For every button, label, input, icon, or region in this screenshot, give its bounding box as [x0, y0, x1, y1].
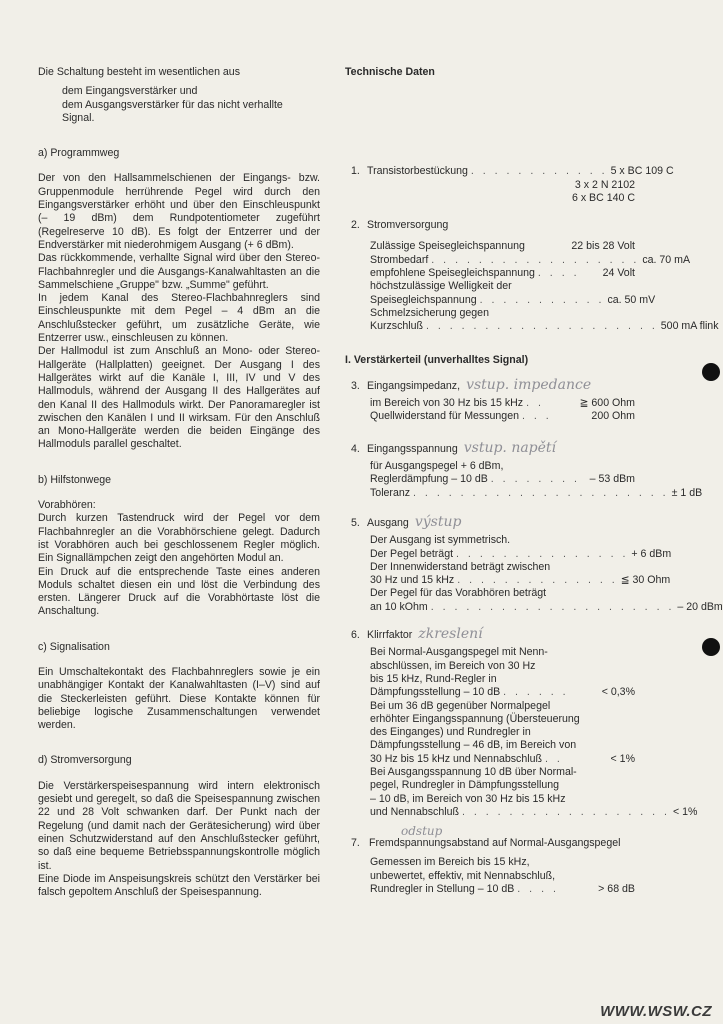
spec-row-value: < 1% [610, 752, 635, 765]
section-d-paragraph: Die Verstärkerspeisespannung wird intern elektronisch gesiebt und geregelt, so daß die Speisespannung zwischen 22 und 28 Volt schwanken darf. Der Punkt nach der Regelung (und damit nach der Gerätesicherung) wird über einen Schutzwiderstand auf den Anschlußstecker geführt, so daß eine bequeme Betriebsspannungskontrolle möglich ist. [38, 779, 320, 872]
part-title: I. Verstärkerteil (unverhalltes Signal) [345, 353, 529, 366]
spec-row-label: Der Innenwiderstand beträgt zwischen [370, 560, 551, 573]
spec-row-value: > 68 dB [598, 883, 635, 896]
spec-row-value: 500 mA flink [660, 320, 719, 333]
spec-7: odstup 7. Fremdspannungsabstand auf Normal-Ausgangspegel Gemessen im Bereich bis 15 kHz, unbewertet, effektiv, mit Nennabschluß, Rundregler in Stellung – 10 dB . . . . > 68 dB [351, 824, 635, 896]
spec-2: 2. Stromversorgung Zulässige Speisegleichspannung 22 bis 28 Volt Strombedarf . . . . . . . . . . . . . . . . . . ca. 70 mA empfohlene Speisegleichspannung . . . . 24 Volt höchstzulässige Welligkeit der Speisegleichspannung . . . . . . . . . . . ca. 50 mV Schmelzsicherung gegen Kurzschluß . . . . . . . . . . . . . . . . . . . . 500 mA flink [351, 219, 719, 333]
right-column [345, 66, 723, 896]
section-a-paragraph: In jedem Kanal des Stereo-Flachbahnreglers sind Einschleuspunkte mit dem Pegel – 4 dBm an die Anschlußstecker geführt, um zusätzliche Geräte, wie Entzerrer usw., einschleusen zu können. [38, 292, 320, 345]
spec-row-label: Rundregler in Stellung – 10 dB [370, 883, 515, 896]
spec-row-value: 24 Volt [602, 267, 635, 280]
spec-1: 1. Transistorbestückung . . . . . . . . . . . . 5 x BC 109 C 3 x 2 N 2102 6 x BC 140 C [345, 165, 635, 205]
intro-list [38, 85, 320, 125]
spec-row-label: Der Pegel für das Vorabhören beträgt [370, 587, 547, 600]
spec-label: Ausgang [367, 516, 409, 529]
section-b-paragraph: Durch kurzen Tastendruck wird der Pegel vor dem Flachbahnregler an die Vorabhörschiene gelegt. Dadurch ist Vorabhören auch bei geschlossenem Regler möglich. Ein Signallämpchen zeigt den angehörten Modul an. [38, 512, 320, 565]
spec-row-label: bis 15 kHz, Rund-Regler in [370, 672, 497, 685]
section-a-title: a) Programmweg [38, 147, 120, 160]
spec-row-label: Kurzschluß [370, 320, 423, 333]
spec-row-label: erhöhter Eingangsspannung (Übersteuerung [370, 712, 580, 725]
spec-row-value: 200 Ohm [591, 410, 635, 423]
intro-text: Die Schaltung besteht im wesentlichen aus [38, 66, 240, 78]
section-b-paragraph: Ein Druck auf die entsprechende Taste eines anderen Moduls schaltet diesen ein und löst die Verbindung des ersten. Längerer Druck auf die Vorabhörtaste löst die Anschaltung. [38, 565, 320, 618]
spec-5: 5. Ausgang výstup Der Ausgang ist symmetrisch. Der Pegel beträgt . . . . . . . . . . . . . . . + 6 dBm Der Innenwiderstand beträgt zwischen 30 Hz und 15 kHz . . . . . . . . . . . . . . ≦ 30 Ohm Der Pegel für das Vorabhören beträgt an 10 kOhm . . . . . . . . . . . . . . . . . . . . . – 20 dBm [351, 513, 723, 613]
spec-row-value: < 0,3% [601, 686, 635, 699]
spec-row-label: Zulässige Speisegleichspannung [370, 240, 525, 253]
section-a-paragraph: Das rückkommende, verhallte Signal wird über den Stereo-Flachbahnregler und die Ausgangs-Kanalwahltasten an die Sammelschiene „Gruppe" bzw. „Summe" geführt. [38, 252, 320, 291]
handwritten-note: odstup [401, 824, 443, 839]
spec-number: 6. [351, 629, 360, 642]
spec-number: 5. [351, 516, 360, 529]
spec-label: Eingangsimpedanz, [367, 379, 461, 392]
spec-row-value: – 20 dBm [677, 600, 723, 613]
spec-row-value: ca. 50 mV [607, 293, 656, 306]
punch-hole [702, 363, 720, 381]
spec-row-value: – 53 dBm [589, 473, 635, 486]
section-c-paragraph: Ein Umschaltekontakt des Flachbahnreglers sowie je ein unabhängiger Kontakt der Kanalwahltasten (I–V) sind auf die Steckerleisten geführt. Diese Kontakte können für beliebige logische Zusammenschaltungen verwendet werden. [38, 665, 320, 732]
spec-label: Eingangsspannung [367, 442, 458, 455]
spec-row-label: Bei Ausgangsspannung 10 dB über Normal- [370, 765, 577, 778]
handwritten-note: zkreslení [418, 626, 483, 643]
section-c-title: c) Signalisation [38, 640, 110, 653]
punch-hole [702, 638, 720, 656]
left-column [38, 66, 320, 899]
spec-value: 6 x BC 140 C [571, 191, 635, 204]
spec-4: 4. Eingangsspannung vstup. napětí für Ausgangspegel + 6 dBm, Reglerdämpfung – 10 dB . . . . . . . . – 53 dBm Toleranz . . . . . . . . . . . . . . . . . . . . . . ± 1 dB [351, 439, 703, 499]
spec-value: 5 x BC 109 C [610, 165, 674, 178]
spec-row-label: Toleranz [370, 486, 411, 499]
spec-row-label: Bei Normal-Ausgangspegel mit Nenn- [370, 646, 548, 659]
spec-row-value: ≦ 30 Ohm [620, 574, 671, 587]
section-b-title: b) Hilfstonwege [38, 473, 112, 486]
section-a-paragraph: Der Hallmodul ist zum Anschluß an Mono- oder Stereo-Hallgeräte (Hallplatten) geeignet. Der Ausgang I des Hallgerätes wirkt auf die Kanäle I, III, IV und V des Hallmoduls, während der Ausgang II des Hallgerätes auf den Kanal II des Hallmoduls wirkt. Der Panoramaregler ist zwischen den Kanälen I und II wirksam. Für den Anschluß an Mono-Hallgeräte werden die beiden Eingänge des Hallmoduls parallel geschaltet. [38, 345, 320, 451]
spec-row-label: Strombedarf [370, 253, 429, 266]
spec-label: Transistorbestückung [367, 165, 468, 178]
spec-row-label: im Bereich von 30 Hz bis 15 kHz [370, 397, 524, 410]
spec-row-label: des Einganges) und Rundregler in [370, 726, 531, 739]
spec-number: 2. [351, 219, 360, 232]
spec-row-label: Der Ausgang ist symmetrisch. [370, 534, 511, 547]
spec-row-label: und Nennabschluß [370, 805, 459, 818]
section-a-paragraph: Der von den Hallsammelschienen der Eingangs- bzw. Gruppenmodule herrührende Pegel wird durch den Eingangsverstärker erhöht und über den Einschleuspunkt (– 19 dBm) dem Rundpotentiometer zugeführt (Regelreserve 10 dB). Es folgt der Entzerrer und der Endverstärker mit niederohmigem Ausgang (+ 6 dBm). [38, 172, 320, 251]
handwritten-note: vstup. napětí [463, 439, 557, 456]
spec-row-label: Dämpfungsstellung – 10 dB [370, 686, 501, 699]
spec-row-value: + 6 dBm [631, 547, 672, 560]
spec-number: 7. [351, 837, 360, 850]
spec-row-label: an 10 kOhm [370, 600, 428, 613]
intro-item: dem Ausgangsverstärker für das nicht verhallte [62, 98, 283, 111]
spec-row-label: Schmelzsicherung gegen [370, 306, 489, 319]
spec-6: 6. Klirrfaktor zkreslení Bei Normal-Ausgangspegel mit Nenn- abschlüssen, im Bereich von 30 Hz bis 15 kHz, Rund-Regler in Dämpfungsstellung – 10 dB . . . . . . < 0,3% Bei um 36 dB gegenüber Normalpegel erhöhter Eingangsspannung (Übersteuerung des Einganges) und Rundregler in Dämpfungsstellung – 46 dB, im Bereich von 30 Hz bis 15 kHz und Nennabschluß . . < 1% Bei Ausgangsspannung 10 dB über Normal- pegel, Rundregler in Dämpfungsstellung – 10 dB, im Bereich von 30 Hz bis 15 kHz und Nennabschluß . . . . . . . . . . . . . . . . . . < 1% [351, 626, 698, 818]
spec-row-label: pegel, Rundregler in Dämpfungsstellung [370, 779, 560, 792]
section-d-title: d) Stromversorgung [38, 754, 132, 767]
handwritten-note: výstup [414, 513, 462, 530]
spec-row-value: ≧ 600 Ohm [579, 397, 635, 410]
spec-row-label: Der Pegel beträgt [370, 547, 454, 560]
handwritten-note: vstup. impedance [466, 376, 592, 393]
spec-row-label: unbewertet, effektiv, mit Nennabschluß, [370, 869, 556, 882]
spec-row-value: ± 1 dB [671, 486, 703, 499]
spec-3: 3. Eingangsimpedanz, vstup. impedance im Bereich von 30 Hz bis 15 kHz . . ≧ 600 Ohm Quellwiderstand für Messungen . . . 200 Ohm [351, 376, 635, 423]
spec-value: 3 x 2 N 2102 [574, 178, 635, 191]
spec-row-label: Gemessen im Bereich bis 15 kHz, [370, 856, 530, 869]
spec-row-label: Reglerdämpfung – 10 dB [370, 473, 488, 486]
intro-item: Signal. [62, 111, 95, 124]
spec-row-label: abschlüssen, im Bereich von 30 Hz [370, 659, 536, 672]
spec-row-label: Speisegleichspannung [370, 293, 477, 306]
spec-row-label: 30 Hz und 15 kHz [370, 574, 455, 587]
spec-row-label: Dämpfungsstellung – 46 dB, im Bereich von [370, 739, 577, 752]
intro-item: dem Eingangsverstärker und [62, 85, 198, 98]
spec-row-value: 22 bis 28 Volt [571, 240, 635, 253]
spec-number: 1. [351, 165, 360, 178]
spec-label: Stromversorgung [367, 219, 449, 232]
spec-row-label: Quellwiderstand für Messungen [370, 410, 519, 423]
watermark: WWW.WSW.CZ [600, 1003, 712, 1020]
spec-row-label: 30 Hz bis 15 kHz und Nennabschluß [370, 752, 542, 765]
spec-row-label: Bei um 36 dB gegenüber Normalpegel [370, 699, 551, 712]
spec-row-value: ca. 70 mA [642, 253, 691, 266]
technical-data-title: Technische Daten [345, 66, 435, 78]
section-d-paragraph: Eine Diode im Anspeisungskreis schützt den Verstärker bei falsch gepoltem Anschluß der Speisespannung. [38, 872, 320, 899]
spec-row-label: – 10 dB, im Bereich von 30 Hz bis 15 kHz [370, 792, 566, 805]
spec-row-label: empfohlene Speisegleichspannung [370, 267, 535, 280]
section-b-subtitle: Vorabhören: [38, 499, 96, 512]
spec-row-value: < 1% [672, 805, 698, 818]
spec-row-label: für Ausgangspegel + 6 dBm, [370, 460, 504, 473]
spec-label: Klirrfaktor [367, 629, 413, 642]
spec-number: 4. [351, 442, 360, 455]
spec-number: 3. [351, 379, 360, 392]
spec-label: Fremdspannungsabstand auf Normal-Ausgangspegel [369, 837, 621, 850]
spec-row-label: höchstzulässige Welligkeit der [370, 280, 512, 293]
